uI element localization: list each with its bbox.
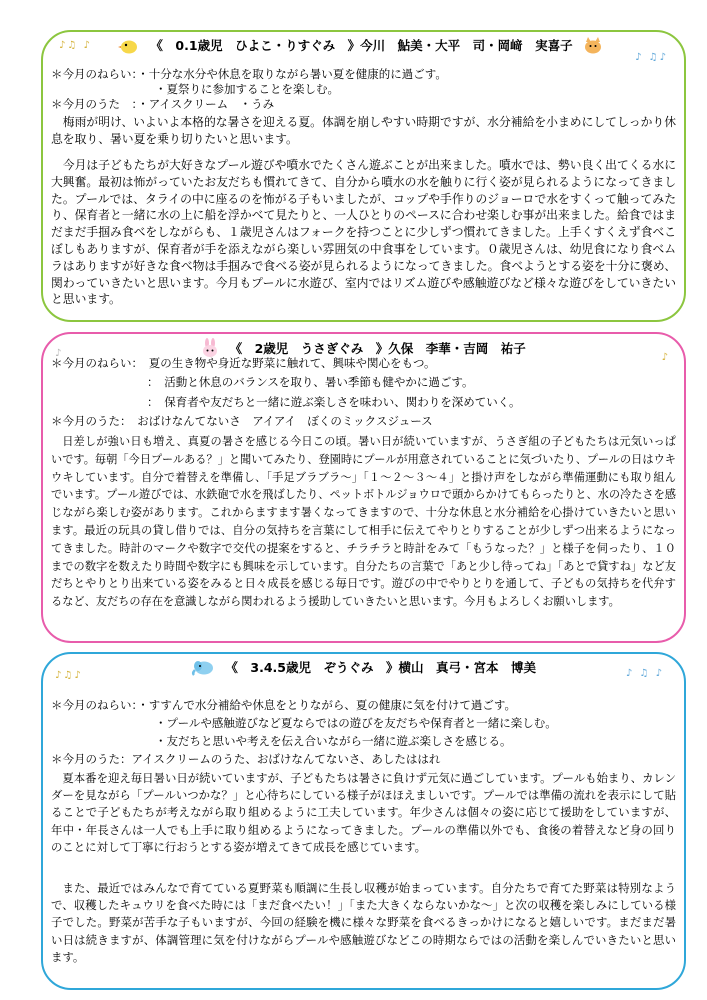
section-header: [43, 36, 684, 56]
body-paragraph: 夏本番を迎え毎日暑い日が続いていますが、子どもたちは暑さに負けず元気に過ごしています。プールも始まり、カレンダーを見ながら「プールいつかな？」と心待ちにしている様子がほほえましいです。プールでは準備の流れを表示にして貼ることで子どもたちが考えながら取り組めるように工夫しています。年少さんは個々の姿に応じて援助をしていますが、年中・年長さんは一人でも上手に取り組めるようになってきました。プールの準備以外でも、食後の着替えなど身の回りのことに対して丁寧に行おうとする姿が増えてきて成長を感じています。: [51, 771, 676, 854]
songs-line: ＊今月のうた ：・アイスクリーム ・うみ: [51, 97, 275, 111]
aims-label: ＊今月のねらい：: [51, 356, 138, 370]
aim-item: ・すすんで水分補給や休息をとりながら、夏の健康に気を付けて過ごす。: [137, 698, 516, 712]
aims-line: [51, 698, 676, 712]
aim-item: ・プールや感触遊びなど夏ならではの遊びを友だちや保育者と一緒に楽しむ。: [155, 716, 557, 730]
section-title: 《 0.1歳児 ひよこ・りすぐみ 》今川 鮎美・大平 司・岡﨑 実喜子: [150, 38, 573, 53]
aim-item: ・友だちと思いや考えを伝え合いながら一緒に遊ぶ楽しさを感じる。: [155, 734, 512, 748]
chick-icon: [118, 36, 140, 57]
aims-line: [51, 67, 676, 81]
aim-item: 夏の生き物や身近な野菜に触れて、興味や関心をもつ。: [148, 356, 436, 370]
aims-line: [51, 356, 676, 370]
section-hiyoko-risu: [41, 30, 686, 322]
aim-item: ： 保育者や友だちと一緒に遊ぶ楽しさを味わい、関わりを深めていく。: [147, 395, 521, 409]
section-usagi: [41, 332, 686, 643]
body-paragraph: 梅雨が明け、いよいよ本格的な暑さを迎える夏。体調を崩しやすい時期ですが、水分補給を小まめにしてしっかり休息を取り、暑い夏を乗り切りたいと思います。: [51, 115, 676, 146]
body-paragraph: また、最近ではみんなで育てている夏野菜も順調に生長し収穫が始まっています。自分たちで育てた野菜は特別なようで、収穫したキュウリを食べた時には「まだ食べたい！」「また大きくならないかな～」と次の収穫を楽しみにしている様子でした。野菜が苦手な子もいますが、今回の経験を機に様々な野菜を食べるきっかけになると嬉しいです。まだまだ暑い日は続きますが、体調管理に気を付けながらプールや感触遊びなどこの時期ならではの活動を楽しんでいきたいと思います。: [51, 881, 676, 964]
section-header: [43, 658, 684, 678]
aims-label: ＊今月のねらい：: [51, 698, 138, 712]
music-notes-decoration: ♪♫ ♪: [59, 40, 92, 51]
music-notes-decoration: ♪♫♪: [55, 670, 83, 681]
aim-item: ： 活動と休息のバランスを取り、暑い季節も健やかに過ごす。: [147, 375, 474, 389]
body-paragraph: 今月は子どもたちが大好きなプール遊びや噴水でたくさん遊ぶことが出来ました。噴水では、勢い良く出てくる水に大興奮。最初は怖がっていたお友だちも慣れてきて、自分から噴水の水を触りに行く姿が見られるようになってきました。プールでは、タライの中に座るのを怖がる子もいましたが、コップや手作りのジョーロで水をすくって触ってみたり、保育者と一緒に水の上に船を浮かべて見たりと、一人ひとりのペースに合わせ楽しむ事が出来ました。給食ではまだまだ手掴み食べをしながらも、１歳児さんはフォークを持つことに少しずつ慣れてきました。上手くすくえず食べこぼしもありますが、保育者が手を添えながら楽しい雰囲気の中食事をしています。０歳児さんは、幼児食になり食べムラはありますが好きな食べ物は手掴みで食べる姿が見られるようになってきました。食べようとする姿を十分に褒め、関わっていきたいと思います。今月もプールに水遊び、室内ではリズム遊びや感触遊びなど様々な遊びをしていきたいと思います。: [51, 158, 677, 307]
music-notes-decoration: ♪: [661, 352, 670, 363]
elephant-icon: [191, 658, 215, 679]
music-notes-decoration: ♪ ♫♪: [635, 52, 668, 63]
music-notes-decoration: ♪ ♫ ♪: [625, 668, 664, 679]
section-title: 《 2歳児 うさぎぐみ 》久保 李華・吉岡 祐子: [229, 341, 526, 356]
aims-label: ＊今月のねらい：: [51, 67, 138, 81]
songs-line: ＊今月のうた：アイスクリームのうた、おばけなんてないさ、あしたははれ: [51, 752, 441, 766]
section-title: 《 3.4.5歳児 ぞうぐみ 》横山 真弓・宮本 博美: [225, 660, 536, 675]
body-paragraph: 日差しが強い日も増え、真夏の暑さを感じる今日この頃。暑い日が続いていますが、うさぎ組の子どもたちは元気いっぱいです。毎朝「今日プールある？」と聞いてみたり、登園時にプールが用意されていることに気づいたり、プールの日はウキウキしています。自分で着替えを準備し、「手足ブラブラ～」「１～２～３～４」と掛け声をしながら準備運動にも取り組んでいます。プール遊びでは、水鉄砲で水を飛ばしたり、ペットボトルジョウロで頭からかけてもらったりと、水の冷たさを感じながら楽しむ姿があります。これからますます暑くなってきますので、十分な休息と水分補給を心掛けていきたいと思います。最近の玩具の貸し借りでは、自分の気持ちを言葉にして相手に伝えてやりとりすることが少しずつ出来るようになってきました。時計のマークや数字で交代の提案をすると、チラチラと時計をみて「もうなった？」と様子を伺ったり、１０までの数字を数えたり時間や数字にも興味を示しています。自分たちの言葉で「あと少し待ってね」「あとで貸すね」など友だちとやりとり出来ている姿をみると日々成長を感じる毎日です。遊びの中でやりとりを通して、子どもの気持ちを代弁するなど、友だちの存在を意識しながら関われるよう援助していきたいと思います。今月もよろしくお願いします。: [51, 435, 676, 609]
section-zou: [41, 652, 686, 990]
songs-line: ＊今月のうた： おばけなんてないさ アイアイ ぼくのミックスジュース: [51, 414, 433, 428]
section-header: [43, 338, 684, 358]
music-notes-decoration: ♪: [55, 348, 64, 359]
squirrel-icon: [583, 36, 603, 57]
aim-item: ・夏祭りに参加することを楽しむ。: [155, 82, 339, 96]
aim-item: ・十分な水分や休息を取りながら暑い夏を健康的に過ごす。: [137, 67, 447, 81]
